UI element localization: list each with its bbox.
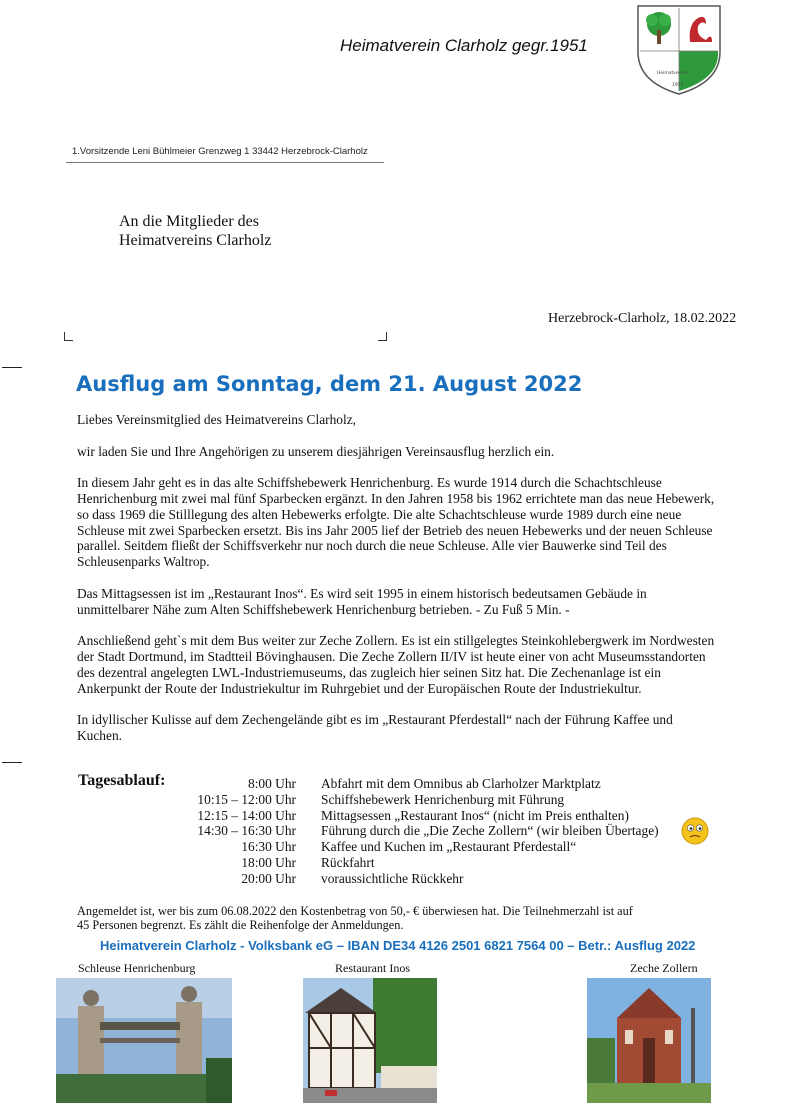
- photo-caption: Restaurant Inos: [335, 961, 410, 975]
- recipient-line: An die Mitglieder des: [119, 213, 259, 230]
- schedule-desc: Mittagsessen „Restaurant Inos“ (nicht im Preis enthalten): [321, 807, 629, 823]
- schedule-time: 14:30 – 16:30 Uhr: [197, 823, 296, 839]
- header-title: Heimatverein Clarholz gegr.1951: [340, 36, 588, 55]
- svg-text:1951: 1951: [672, 83, 684, 88]
- svg-text:Heimatverein: Heimatverein: [657, 71, 688, 76]
- schedule-row: [180, 776, 659, 792]
- note-line: 45 Personen begrenzt. Es zählt die Reihenfolge der Anmeldungen.: [77, 918, 404, 932]
- schedule-time: 18:00 Uhr: [241, 854, 296, 870]
- schedule-desc: Rückfahrt: [321, 854, 375, 870]
- fold-mark: [2, 367, 22, 368]
- schedule-row: [180, 855, 659, 871]
- sender-divider: [66, 162, 384, 163]
- schedule-time: 8:00 Uhr: [248, 776, 296, 791]
- schedule-time: 16:30 Uhr: [241, 839, 296, 855]
- bank-details: Heimatverein Clarholz - Volksbank eG – IBAN DE34 4126 2501 6821 7564 00 – Betr.: Ausflug 2022: [100, 938, 696, 953]
- schedule-row: [180, 808, 659, 824]
- schedule-row: [180, 823, 659, 839]
- body-paragraph: wir laden Sie und Ihre Angehörigen zu unserem diesjährigen Vereinsausflug herzlich ein.: [77, 443, 555, 459]
- greeting: Liebes Vereinsmitglied des Heimatvereins Clarholz,: [77, 412, 357, 427]
- photo-caption: Schleuse Henrichenburg: [78, 961, 196, 975]
- body-paragraph: Das Mittagsessen ist im „Restaurant Inos“. Es wird seit 1995 in einem historisch bedeutsamen Gebäude in unmittelbarer Nähe zum Alten Schiffshebewerk Henrichenburg betrieben. - Zu Fuß 5 Min. -: [77, 585, 647, 617]
- schedule-desc: Führung durch die „Die Zeche Zollern“ (wir bleiben Übertage): [321, 823, 659, 839]
- ship-lift-photo: [56, 978, 232, 1103]
- schedule-row: [180, 792, 659, 808]
- headline: Ausflug am Sonntag, dem 21. August 2022: [76, 372, 583, 396]
- sender-address: 1.Vorsitzende Leni Bühlmeier Grenzweg 1 33442 Herzebrock-Clarholz: [72, 146, 368, 157]
- note-line: Angemeldet ist, wer bis zum 06.08.2022 den Kostenbetrag von 50,- € überwiesen hat. Die Teilnehmerzahl ist auf: [77, 904, 633, 918]
- fold-mark: [2, 762, 22, 763]
- zeche-zollern-photo: [587, 978, 711, 1103]
- letter-date: Herzebrock-Clarholz, 18.02.2022: [548, 311, 737, 326]
- schedule-row: [180, 871, 659, 887]
- letter-body: [77, 412, 717, 760]
- photo-caption: Zeche Zollern: [630, 961, 698, 975]
- schedule-desc: Schiffshebewerk Henrichenburg mit Führung: [321, 791, 565, 807]
- schedule-table: [180, 776, 659, 887]
- schedule-time: 20:00 Uhr: [241, 870, 296, 886]
- schedule-desc: Abfahrt mit dem Omnibus ab Clarholzer Marktplatz: [321, 776, 601, 791]
- schedule-desc: Kaffee und Kuchen im „Restaurant Pferdestall“: [321, 839, 577, 855]
- address-window-mark: [378, 332, 387, 341]
- club-logo: [632, 2, 726, 96]
- smiley-icon: [681, 817, 709, 845]
- schedule-desc: voraussichtliche Rückkehr: [321, 870, 464, 886]
- restaurant-photo: [303, 978, 437, 1103]
- body-paragraph: In diesem Jahr geht es in das alte Schiffshebewerk Henrichenburg. Es wurde 1914 durch die Schachtschleuse Henrichenburg mit zwei mal fünf Sparbecken ergänzt. In den Jahren 1958 bis 1962 errichtete man das neue Hebewerk, so dass 1969 die Stilllegung des alten Hebewerks erfolgte. Die alte Schachtschleuse wurde 1989 durch eine neue Schleuse mit zwei Sparbecken ersetzt. Bis ins Jahr 2005 lief der Betrieb des neuen Hebewerks und der neuen Schleuse parallel. Seitdem fließt der Schiffsverkehr nur noch durch die neue Schleuse. Alle vier Bauwerke sind Teil des Schleusenparks Waltrop.: [77, 475, 715, 570]
- address-window-mark: [64, 332, 73, 341]
- recipient-block: [119, 212, 271, 250]
- schedule-time: 12:15 – 14:00 Uhr: [197, 807, 296, 823]
- registration-note: [77, 904, 677, 932]
- body-paragraph: Anschließend geht`s mit dem Bus weiter zur Zeche Zollern. Es ist ein stillgelegtes Steinkohlebergwerk im Nordwesten der Stadt Dortmund, im Stadtteil Bövinghausen. Die Zeche Zollern II/IV ist heute einer von acht Museumsstandorten des dezentral angelegten LWL-Industriemuseums, das zugleich hier seinen Sitz hat. Die Zechenanlage ist ein Ankerpunkt der Route der Industriekultur im Ruhrgebiet und der Europäischen Route der Industriekultur.: [77, 633, 715, 696]
- body-paragraph: In idyllischer Kulisse auf dem Zechengelände gibt es im „Restaurant Pferdestall“ nach der Führung Kaffee und Kuchen.: [77, 712, 673, 743]
- schedule-label: Tagesablauf:: [78, 772, 166, 789]
- schedule-time: 10:15 – 12:00 Uhr: [197, 791, 296, 807]
- recipient-line: Heimatvereins Clarholz: [119, 232, 272, 249]
- schedule-row: [180, 839, 659, 855]
